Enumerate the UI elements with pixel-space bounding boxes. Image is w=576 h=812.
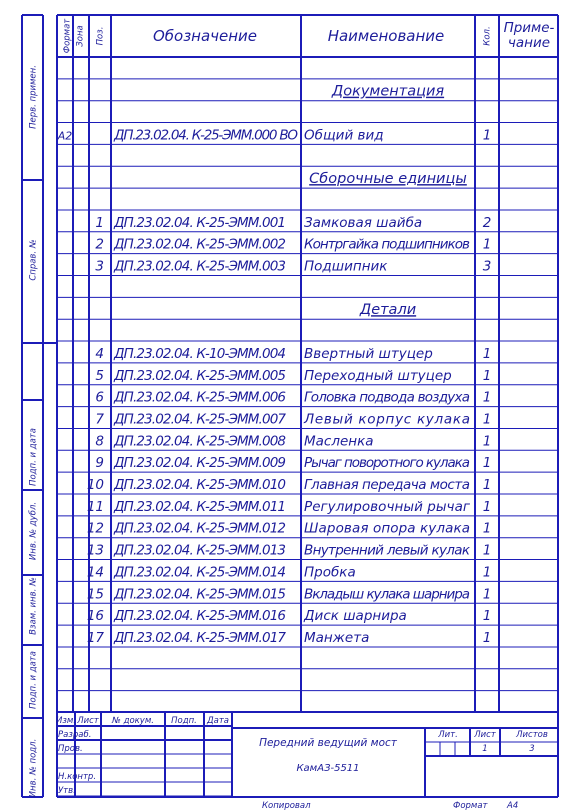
- table-row: [95, 215, 491, 231]
- side-ref-no: Справ. №: [28, 239, 39, 281]
- row-name: Главная передача моста: [304, 477, 470, 493]
- header-name: Наименование: [327, 27, 445, 45]
- table-row: [87, 586, 491, 602]
- table-header: [63, 18, 555, 54]
- row-quantity: 1: [482, 455, 492, 472]
- sheets-total: 3: [529, 744, 535, 754]
- header-format: Формат: [62, 18, 73, 54]
- row-quantity: 1: [482, 542, 492, 559]
- header-designation: Обозначение: [152, 27, 258, 45]
- role-norm-control: Н.контр.: [58, 772, 97, 782]
- table-row: [87, 521, 491, 537]
- sheet-number: 1: [482, 744, 488, 754]
- row-position: 4: [95, 345, 104, 362]
- row-quantity: 1: [482, 608, 492, 625]
- row-position: 1: [95, 214, 104, 231]
- row-quantity: 1: [482, 586, 492, 603]
- row-designation: ДП.23.02.04. К-25-ЭММ.008: [114, 433, 286, 450]
- doc-title: Передний ведущий мост: [259, 737, 397, 749]
- row-quantity: 1: [482, 389, 492, 406]
- header-zone: Зона: [75, 25, 86, 47]
- role-approver: Утв.: [58, 786, 76, 796]
- header-note: [504, 20, 555, 51]
- row-designation: ДП.23.02.04. К-25-ЭММ.005: [114, 367, 286, 384]
- row-name: Пробка: [304, 564, 356, 581]
- row-designation: ДП.23.02.04. К-25-ЭММ.010: [114, 477, 286, 493]
- row-name: Контргайка подшипников: [304, 236, 470, 253]
- row-quantity: 1: [482, 498, 492, 515]
- row-position: 14: [86, 564, 104, 581]
- section-heading-row: [359, 302, 416, 318]
- table-row: [87, 543, 491, 559]
- row-name: Вкладыш кулака шарнира: [304, 586, 470, 603]
- table-row: [87, 564, 491, 580]
- header-qty: Кол.: [482, 26, 493, 46]
- footer-copied: Копировал: [262, 801, 311, 811]
- row-quantity: 1: [482, 629, 492, 646]
- row-name: Замковая шайба: [304, 214, 423, 231]
- row-position: 17: [86, 629, 104, 646]
- table-row: [87, 608, 491, 624]
- row-designation: ДП.23.02.04. К-25-ЭММ.013: [114, 542, 286, 559]
- footer-format-label: Формат: [453, 801, 488, 811]
- side-inv-orig: Инв. № подл.: [28, 738, 39, 798]
- change-header-doc: № докум.: [112, 716, 154, 726]
- header-note-line: Приме-: [503, 20, 555, 36]
- footer: [262, 801, 518, 811]
- table-row: [87, 499, 491, 515]
- row-name: Левый корпус кулака: [304, 411, 470, 428]
- row-designation: ДП.23.02.04. К-25-ЭММ.011: [114, 498, 286, 515]
- row-position: 10: [86, 477, 104, 493]
- sheet-label: Лист: [474, 730, 496, 740]
- side-replace-inv: Взам. инв. №: [28, 577, 39, 635]
- doc-subtitle: КамАЗ-5511: [296, 763, 360, 774]
- row-quantity: 2: [482, 214, 492, 231]
- row-position: 5: [95, 367, 104, 384]
- row-designation: ДП.23.02.04. К-25-ЭММ.000 ВО: [114, 127, 298, 144]
- row-quantity: 1: [482, 520, 492, 537]
- row-name: Шаровая опора кулака: [304, 520, 470, 537]
- table-row: [87, 630, 491, 646]
- row-quantity: 1: [482, 477, 492, 493]
- row-name: Общий вид: [304, 127, 384, 144]
- table-row: [95, 390, 491, 406]
- row-quantity: 1: [482, 345, 492, 362]
- row-position: 11: [86, 498, 104, 515]
- table-row: [57, 127, 492, 143]
- row-position: 12: [86, 520, 104, 537]
- row-designation: ДП.23.02.04. К-25-ЭММ.006: [114, 389, 286, 406]
- row-name: Подшипник: [304, 258, 388, 275]
- row-designation: ДП.23.02.04. К-25-ЭММ.009: [114, 455, 286, 472]
- row-quantity: 1: [482, 236, 492, 253]
- table-row: [95, 368, 491, 384]
- row-quantity: 1: [482, 433, 492, 450]
- row-name: Внутренний левый кулак: [304, 542, 470, 559]
- side-inv-dup: Инв. № дубл.: [28, 501, 39, 561]
- side-strip: [29, 65, 39, 797]
- footer-format-value: А4: [507, 801, 519, 811]
- row-quantity: 1: [482, 367, 492, 384]
- row-name: Головка подвода воздуха: [304, 389, 470, 406]
- row-designation: ДП.23.02.04. К-25-ЭММ.001: [114, 214, 286, 231]
- table-row: [95, 455, 491, 471]
- row-designation: ДП.23.02.04. К-25-ЭММ.015: [114, 586, 286, 603]
- table-row: [95, 259, 491, 275]
- side-sign-date-2: Подп. и дата: [28, 651, 39, 709]
- row-position: 16: [86, 608, 104, 625]
- row-name: Ввертный штуцер: [304, 345, 433, 362]
- section-heading: Документация: [331, 83, 445, 100]
- side-sign-date-1: Подп. и дата: [28, 428, 39, 486]
- row-position: 3: [95, 258, 104, 275]
- row-name: Масленка: [304, 433, 374, 450]
- row-position: 2: [95, 236, 104, 253]
- table-row: [95, 237, 491, 253]
- row-position: 9: [95, 455, 104, 472]
- side-first-use: Перв. примен.: [28, 65, 39, 129]
- table-row: [95, 346, 491, 362]
- row-name: Диск шарнира: [304, 608, 407, 625]
- row-designation: ДП.23.02.04. К-25-ЭММ.007: [114, 411, 286, 428]
- row-position: 13: [86, 542, 104, 559]
- section-heading-row: [331, 84, 445, 100]
- section-heading-row: [309, 171, 467, 187]
- row-format: А2: [57, 129, 73, 143]
- row-position: 7: [95, 411, 104, 428]
- role-developer: Разраб.: [58, 730, 92, 740]
- header-pos: Поз.: [95, 26, 106, 46]
- row-name: Регулировочный рычаг: [304, 498, 470, 515]
- row-position: 6: [95, 389, 104, 406]
- row-designation: ДП.23.02.04. К-25-ЭММ.014: [114, 564, 286, 581]
- row-name: Манжета: [304, 629, 370, 646]
- sheets-label: Листов: [516, 730, 548, 740]
- row-designation: ДП.23.02.04. К-25-ЭММ.002: [114, 236, 286, 253]
- table-row: [95, 411, 491, 427]
- change-header-date: Дата: [206, 716, 230, 726]
- row-name: Переходный штуцер: [304, 367, 452, 384]
- row-quantity: 1: [482, 127, 492, 144]
- header-note-line: чание: [507, 35, 551, 51]
- row-name: Рычаг поворотного кулака: [304, 455, 470, 472]
- role-checker: Пров.: [58, 744, 83, 754]
- row-designation: ДП.23.02.04. К-10-ЭММ.004: [114, 345, 286, 362]
- row-designation: ДП.23.02.04. К-25-ЭММ.003: [114, 258, 286, 275]
- change-header-sign: Подп.: [171, 716, 197, 726]
- row-designation: ДП.23.02.04. К-25-ЭММ.017: [114, 629, 286, 646]
- change-header-list: Лист: [77, 716, 99, 726]
- row-position: 8: [95, 433, 104, 450]
- row-quantity: 1: [482, 411, 492, 428]
- section-heading: Детали: [359, 302, 417, 319]
- table-rows: [57, 84, 492, 646]
- section-heading: Сборочные единицы: [309, 171, 467, 188]
- row-designation: ДП.23.02.04. К-25-ЭММ.012: [114, 520, 286, 537]
- lit-label: Лит.: [438, 730, 458, 740]
- row-quantity: 3: [482, 258, 492, 275]
- change-header-izm: Изм.: [56, 716, 76, 726]
- row-position: 15: [86, 586, 104, 603]
- row-quantity: 1: [482, 564, 492, 581]
- table-row: [87, 477, 491, 493]
- row-designation: ДП.23.02.04. К-25-ЭММ.016: [114, 608, 286, 625]
- table-row: [95, 433, 491, 449]
